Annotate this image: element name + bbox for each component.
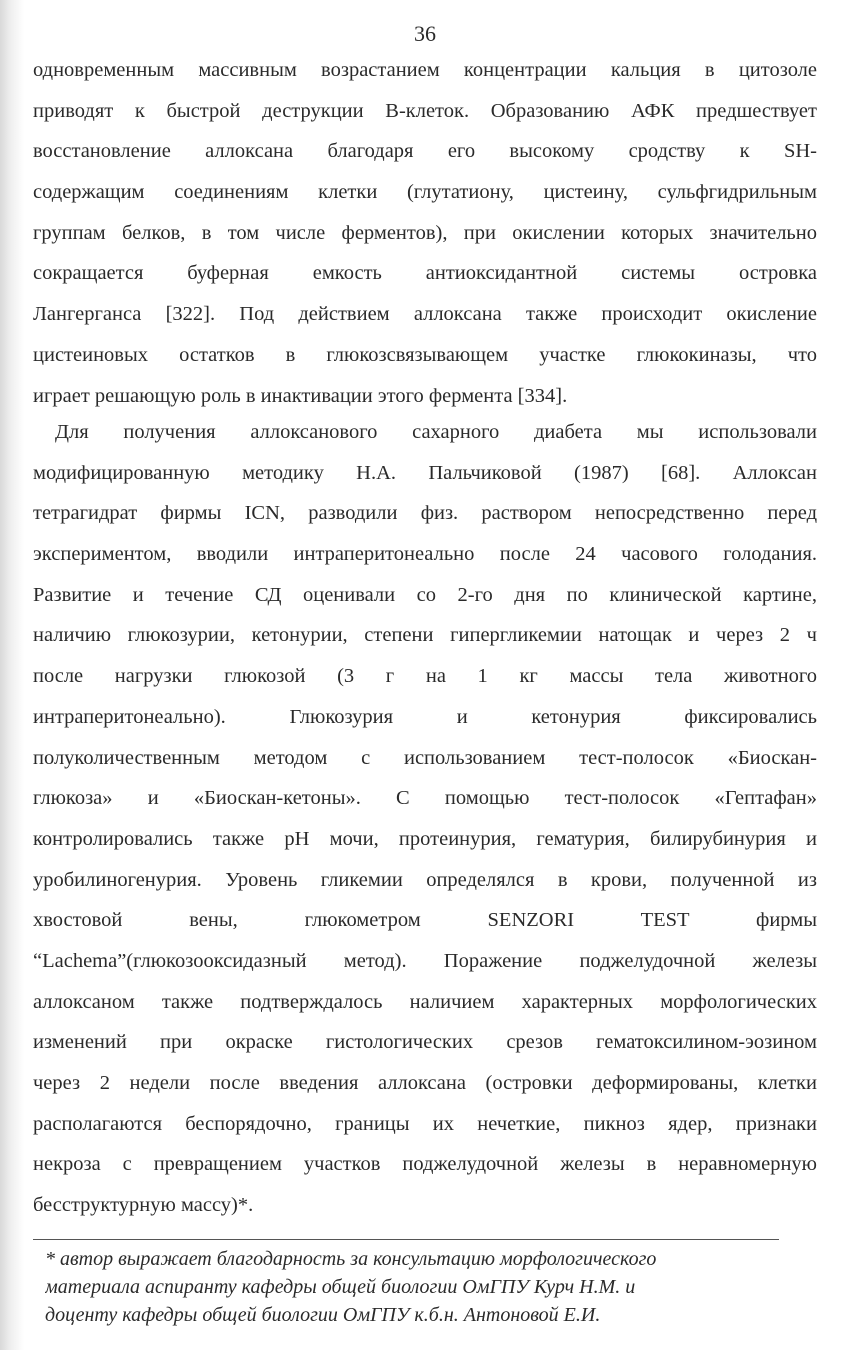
text-line: играет решающую роль в инактивации этого фермента [334].: [33, 384, 568, 407]
text-line: уробилиногенурия. Уровень гликемии определялся в крови, полученной из: [33, 868, 817, 891]
page-number: 36: [414, 21, 436, 46]
paragraph-1: [33, 50, 817, 416]
text-line: наличию глюкозурии, кетонурии, степени гипергликемии натощак и через 2 ч: [33, 624, 817, 647]
text-line: интраперитонеально). Глюкозурия и кетонурия фиксировались: [33, 705, 817, 728]
footnote-divider: [33, 1239, 779, 1240]
footnote-line: материала аспиранту кафедры общей биологии ОмГПУ Курч Н.М. и: [45, 1276, 636, 1298]
text-line: экспериментом, вводили интраперитонеально после 24 часового голодания.: [33, 543, 817, 566]
text-line: располагаются беспорядочно, границы их нечеткие, пикноз ядер, признаки: [33, 1112, 817, 1135]
footnote: [45, 1245, 785, 1329]
text-line: “Lachema”(глюкозооксидазный метод). Поражение поджелудочной железы: [33, 949, 817, 972]
paragraph-2: [33, 412, 817, 1226]
text-line: тетрагидрат фирмы ICN, разводили физ. раствором непосредственно перед: [33, 502, 817, 525]
text-line: глюкоза» и «Биоскан-кетоны». С помощью тест-полосок «Гептафан»: [33, 787, 817, 810]
text-line: сокращается буферная емкость антиоксидантной системы островка: [33, 262, 817, 285]
text-line: группам белков, в том числе ферментов), при окислении которых значительно: [33, 221, 817, 244]
footnote-line: * автор выражает благодарность за консультацию морфологического: [45, 1248, 657, 1270]
text-line: контролировались также pH мочи, протеинурия, гематурия, билирубинурия и: [33, 827, 817, 850]
text-line: цистеиновых остатков в глюкозсвязывающем участке глюкокиназы, что: [33, 343, 817, 366]
text-line: бесструктурную массу)*.: [33, 1194, 254, 1217]
text-line: приводят к быстрой деструкции В-клеток. Образованию АФК предшествует: [33, 99, 817, 122]
text-line: модифицированную методику Н.А. Пальчиковой (1987) [68]. Аллоксан: [33, 461, 817, 484]
text-line: содержащим соединениям клетки (глутатиону, цистеину, сульфгидрильным: [33, 181, 817, 204]
text-line: полуколичественным методом с использованием тест-полосок «Биоскан-: [33, 746, 817, 769]
text-line: одновременным массивным возрастанием концентрации кальция в цитозоле: [33, 59, 817, 81]
text-line: Развитие и течение СД оценивали со 2-го дня по клинической картине,: [33, 583, 817, 606]
text-line: некроза с превращением участков поджелудочной железы в неравномерную: [33, 1153, 817, 1176]
text-line: аллоксаном также подтверждалось наличием характерных морфологических: [33, 990, 817, 1013]
text-line: Лангерганса [322]. Под действием аллоксана также происходит окисление: [33, 303, 817, 326]
footnote-line: доценту кафедры общей биологии ОмГПУ к.б.н. Антоновой Е.И.: [45, 1304, 601, 1326]
text-line: через 2 недели после введения аллоксана (островки деформированы, клетки: [33, 1072, 817, 1094]
text-line: после нагрузки глюкозой (3 г на 1 кг массы тела животного: [33, 665, 817, 688]
text-line: восстановление аллоксана благодаря его высокому сродству к SH-: [33, 140, 817, 163]
text-line: Для получения аллоксанового сахарного диабета мы использовали: [55, 421, 817, 443]
text-line: изменений при окраске гистологических срезов гематоксилином-эозином: [33, 1031, 817, 1054]
text-line: хвостовой вены, глюкометром SENZORI TEST фирмы: [33, 909, 817, 932]
